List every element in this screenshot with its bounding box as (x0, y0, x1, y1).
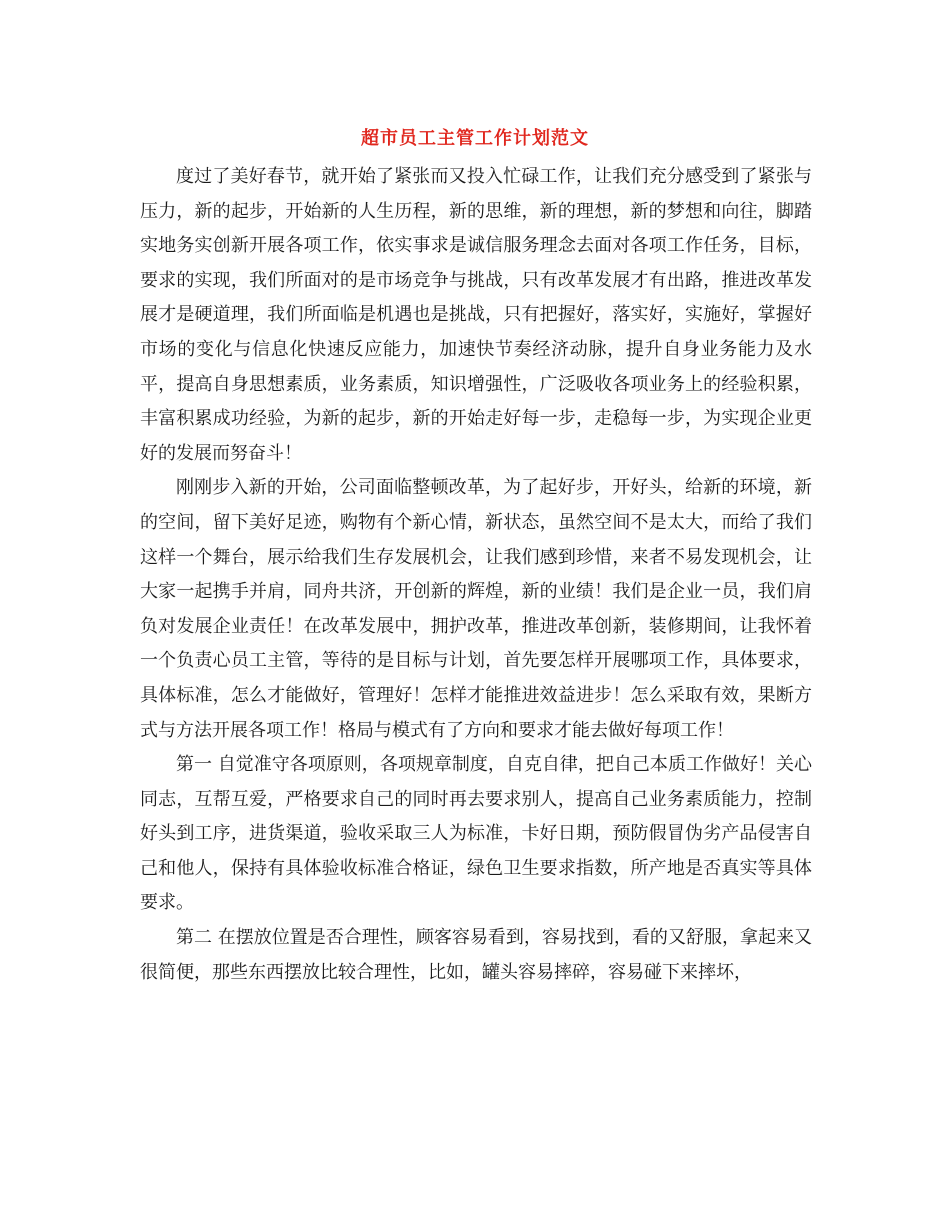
document-body (140, 160, 812, 990)
document-title: 超市员工主管工作计划范文 (361, 128, 589, 149)
paragraph-3: 第一 自觉准守各项原则，各项规章制度，自克自律，把自己本质工作做好！关心同志，互帮互爱，严格要求自己的同时再去要求别人，提高自己业务素质能力，控制好头到工序，进货渠道，验收采取三人为标准，卡好日期，预防假冒伪劣产品侵害自己和他人，保持有具体验收标准合格证，绿色卫生要求指数，所产地是否真实等具体要求。 (140, 754, 812, 914)
paragraph-4: 第二 在摆放位置是否合理性，顾客容易看到，容易找到，看的又舒服，拿起来又很简便，那些东西摆放比较合理性，比如，罐头容易摔碎，容易碰下来摔坏， (140, 927, 812, 983)
paragraph-2: 刚刚步入新的开始，公司面临整顿改革，为了起好步，开好头，给新的环境，新的空间，留下美好足迹，购物有个新心情，新状态，虽然空间不是太大，而给了我们这样一个舞台，展示给我们生存发展机会，让我们感到珍惜，来者不易发现机会，让大家一起携手并肩，同舟共济，开创新的辉煌，新的业绩！我们是企业一员，我们肩负对发展企业责任！在改革发展中，拥护改革，推进改革创新，装修期间，让我怀着一个负责心员工主管，等待的是目标与计划，首先要怎样开展哪项工作，具体要求，具体标准，怎么才能做好，管理好！怎样才能推进效益进步！怎么采取有效，果断方式与方法开展各项工作！格局与模式有了方向和要求才能去做好每项工作！ (140, 477, 812, 741)
paragraph-1: 度过了美好春节，就开始了紧张而又投入忙碌工作，让我们充分感受到了紧张与压力，新的起步，开始新的人生历程，新的思维，新的理想，新的梦想和向往，脚踏实地务实创新开展各项工作，依实事求是诚信服务理念去面对各项工作任务，目标，要求的实现，我们所面对的是市场竞争与挑战，只有改革发展才有出路，推进改革发展才是硬道理，我们所面临是机遇也是挑战，只有把握好，落实好，实施好，掌握好市场的变化与信息化快速反应能力，加速快节奏经济动脉，提升自身业务能力及水平，提高自身思想素质，业务素质，知识增强性，广泛吸收各项业务上的经验积累，丰富积累成功经验，为新的起步，新的开始走好每一步，走稳每一步，为实现企业更好的发展而努奋斗！ (140, 166, 812, 464)
